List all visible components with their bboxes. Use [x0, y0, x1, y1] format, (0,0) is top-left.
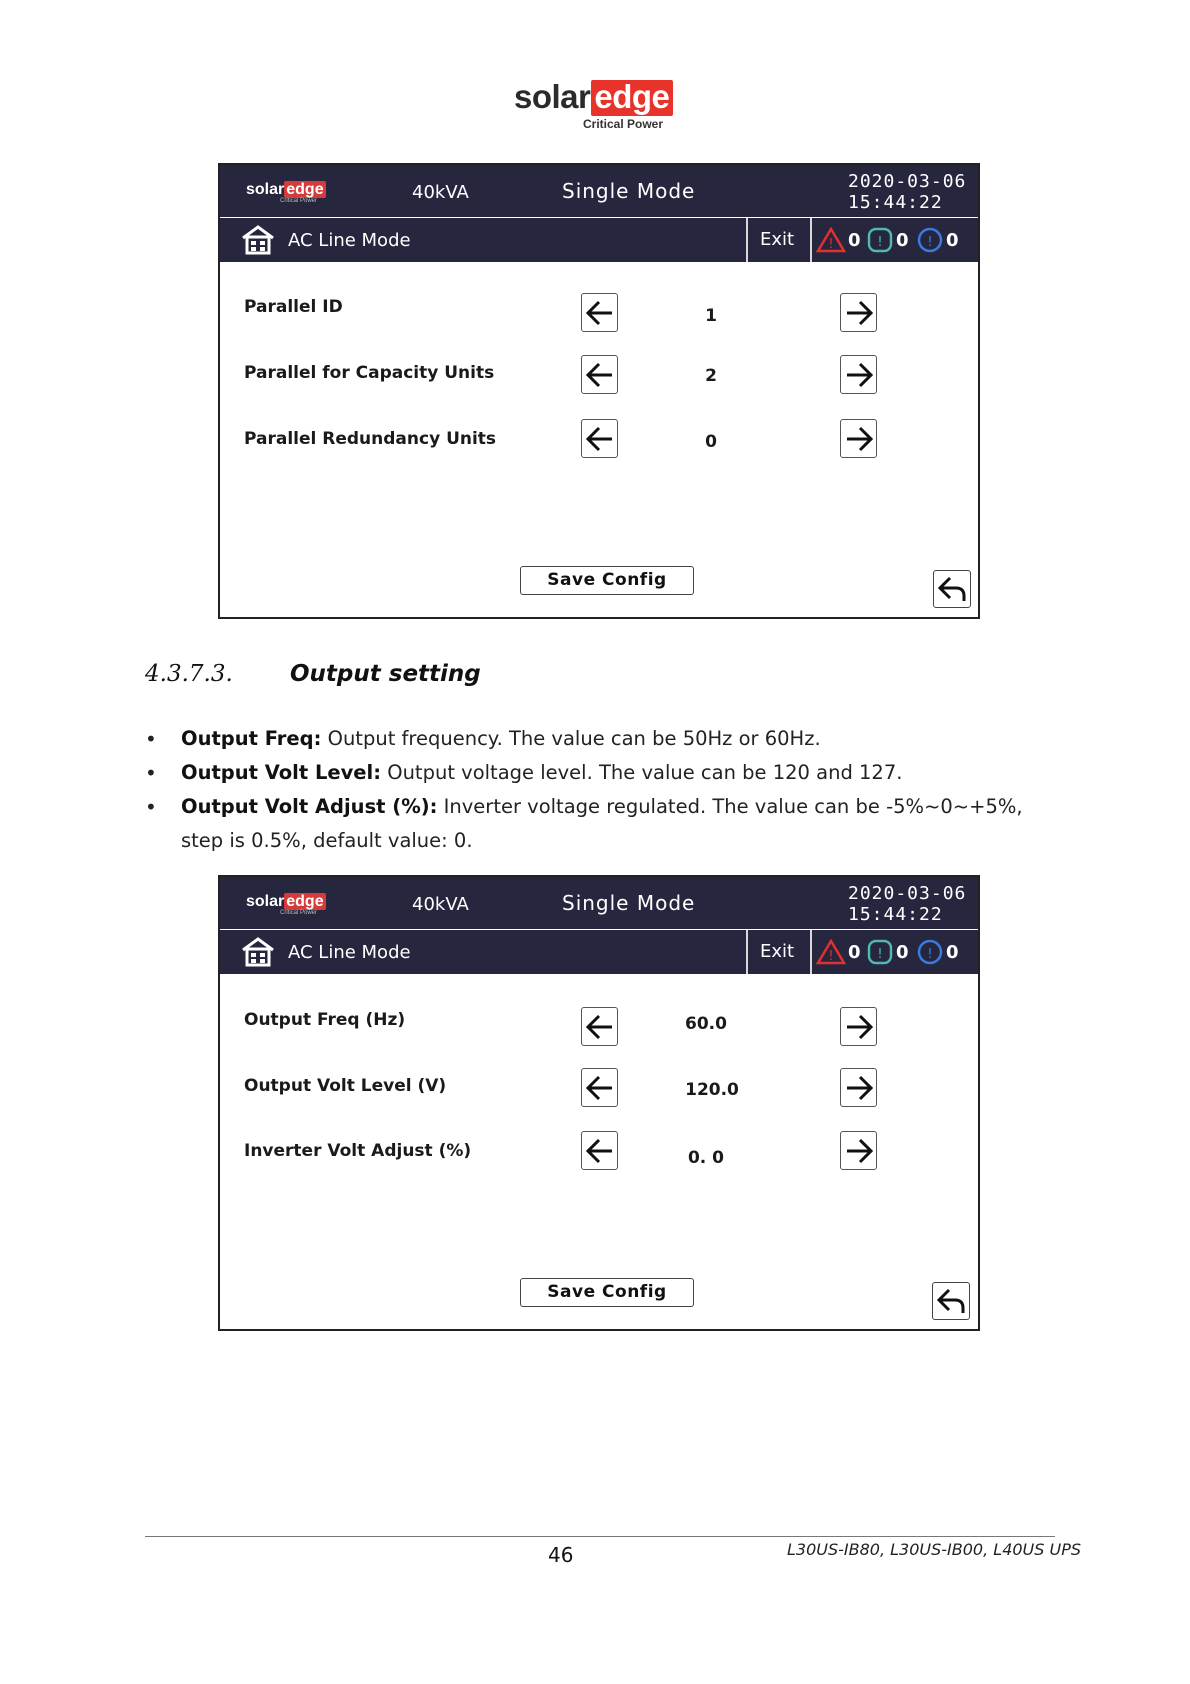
decrease-button[interactable]: [581, 419, 618, 458]
inverter-volt-adjust-value: 0. 0: [687, 1148, 725, 1168]
alarm-triangle-icon: [816, 939, 846, 965]
back-button[interactable]: [932, 1282, 970, 1320]
svg-text:!: !: [828, 237, 834, 252]
info-icon: [916, 938, 944, 966]
arrow-right-icon: [843, 1011, 875, 1043]
arrow-right-icon: [843, 1135, 875, 1167]
arrow-left-icon: [584, 423, 616, 455]
divider: [810, 930, 812, 974]
output-volt-level-value: 120.0: [685, 1080, 739, 1100]
save-config-button[interactable]: Save Config: [520, 566, 694, 595]
mode-label: Single Mode: [562, 891, 696, 915]
increase-button[interactable]: [840, 355, 877, 394]
datetime: [848, 883, 966, 925]
screen-logo-edge: edge: [286, 181, 324, 198]
redundancy-units-value: 0: [705, 432, 717, 452]
redundancy-units-label: Parallel Redundancy Units: [244, 429, 497, 449]
capacity-label: 40kVA: [412, 894, 469, 915]
date-text: 2020-03-06: [848, 883, 967, 904]
warning-count: 0: [896, 229, 909, 251]
svg-text:!: !: [828, 949, 834, 964]
svg-text:!: !: [927, 947, 933, 962]
parallel-id-value: 1: [705, 306, 717, 326]
output-volt-level-label: Output Volt Level (V): [244, 1076, 447, 1096]
output-freq-value: 60.0: [685, 1014, 727, 1034]
divider: [746, 930, 748, 974]
ups-screen-output: [218, 875, 980, 1331]
increase-button[interactable]: [840, 419, 877, 458]
house-icon: [240, 936, 276, 968]
ups-screen-parallel: [218, 163, 980, 619]
bullet-term: Output Volt Level:: [181, 761, 382, 784]
decrease-button[interactable]: [581, 293, 618, 332]
exit-button[interactable]: Exit: [760, 941, 795, 962]
bullet-text: Inverter voltage regulated. The value can be -5%~0~+5%, step is 0.5%, default value: 0.: [181, 795, 1023, 852]
list-item: [145, 790, 1045, 858]
screen-logo-solar: solar: [246, 893, 285, 910]
decrease-button[interactable]: [581, 1068, 618, 1107]
arrow-left-icon: [584, 1011, 616, 1043]
section-number: 4.3.7.3.: [145, 661, 233, 687]
decrease-button[interactable]: [581, 1007, 618, 1046]
logo-tagline: Critical Power: [583, 117, 664, 131]
line-mode-label: AC Line Mode: [288, 230, 411, 251]
inverter-volt-adjust-label: Inverter Volt Adjust (%): [244, 1141, 472, 1161]
svg-text:!: !: [877, 947, 883, 962]
increase-button[interactable]: [840, 1131, 877, 1170]
screen-logo-edge: edge: [286, 893, 324, 910]
capacity-label: 40kVA: [412, 182, 469, 203]
mode-label: Single Mode: [562, 179, 696, 203]
solaredge-logo: [514, 78, 684, 134]
increase-button[interactable]: [840, 1007, 877, 1046]
footer-models: L30US-IB80, L30US-IB00, L40US UPS: [787, 1540, 1082, 1559]
screen-logo-tagline: Critical Power: [280, 198, 318, 204]
arrow-left-icon: [584, 359, 616, 391]
logo-word-edge: edge: [591, 80, 673, 116]
save-config-button[interactable]: Save Config: [520, 1278, 694, 1307]
info-count: 0: [946, 229, 959, 251]
alarm-indicator[interactable]: [816, 226, 861, 254]
alarm-count: 0: [848, 229, 861, 251]
screen-logo-solar: solar: [246, 181, 285, 198]
arrow-left-icon: [584, 1072, 616, 1104]
warning-icon: [866, 226, 894, 254]
info-indicator[interactable]: [916, 938, 959, 966]
info-indicator[interactable]: [916, 226, 959, 254]
time-text: 15:44:22: [848, 904, 943, 925]
alarm-indicator[interactable]: [816, 938, 861, 966]
list-item: [145, 756, 1045, 790]
svg-text:!: !: [877, 235, 883, 250]
bullet-text: Output voltage level. The value can be 120 and 127.: [381, 761, 903, 784]
date-text: 2020-03-06: [848, 171, 967, 192]
back-button[interactable]: [933, 570, 971, 608]
status-bar: [220, 930, 978, 974]
screen-logo-tagline: Critical Power: [280, 910, 318, 916]
arrow-left-icon: [584, 297, 616, 329]
warning-indicator[interactable]: [866, 938, 909, 966]
arrow-right-icon: [843, 423, 875, 455]
house-icon: [240, 224, 276, 256]
bullet-term: Output Freq:: [181, 727, 322, 750]
increase-button[interactable]: [840, 1068, 877, 1107]
screen-logo: [246, 179, 336, 209]
footer-divider: [145, 1536, 1055, 1537]
page-number: 46: [548, 1543, 574, 1567]
return-arrow-icon: [936, 574, 968, 604]
decrease-button[interactable]: [581, 1131, 618, 1170]
section-title: Output setting: [290, 661, 481, 687]
parallel-id-label: Parallel ID: [244, 297, 343, 317]
capacity-units-label: Parallel for Capacity Units: [244, 363, 495, 383]
capacity-units-value: 2: [705, 366, 717, 386]
arrow-left-icon: [584, 1135, 616, 1167]
time-text: 15:44:22: [848, 192, 943, 213]
arrow-right-icon: [843, 297, 875, 329]
screen-header: [220, 165, 978, 217]
datetime: [848, 171, 966, 213]
svg-text:!: !: [927, 235, 933, 250]
info-icon: [916, 226, 944, 254]
screen-header: [220, 877, 978, 929]
setting-descriptions: [145, 722, 1045, 858]
bullet-term: Output Volt Adjust (%):: [181, 795, 438, 818]
divider: [746, 218, 748, 262]
bullet-text: Output frequency. The value can be 50Hz or 60Hz.: [321, 727, 821, 750]
arrow-right-icon: [843, 1072, 875, 1104]
increase-button[interactable]: [840, 293, 877, 332]
screen-logo: [246, 891, 336, 921]
divider: [810, 218, 812, 262]
alarm-count: 0: [848, 941, 861, 963]
warning-count: 0: [896, 941, 909, 963]
warning-icon: [866, 938, 894, 966]
line-mode-label: AC Line Mode: [288, 942, 411, 963]
info-count: 0: [946, 941, 959, 963]
exit-button[interactable]: Exit: [760, 229, 795, 250]
warning-indicator[interactable]: [866, 226, 909, 254]
decrease-button[interactable]: [581, 355, 618, 394]
list-item: [145, 722, 1045, 756]
return-arrow-icon: [935, 1286, 967, 1316]
alarm-triangle-icon: [816, 227, 846, 253]
arrow-right-icon: [843, 359, 875, 391]
status-bar: [220, 218, 978, 262]
output-freq-label: Output Freq (Hz): [244, 1010, 406, 1030]
logo-word-solar: solar: [514, 78, 591, 115]
